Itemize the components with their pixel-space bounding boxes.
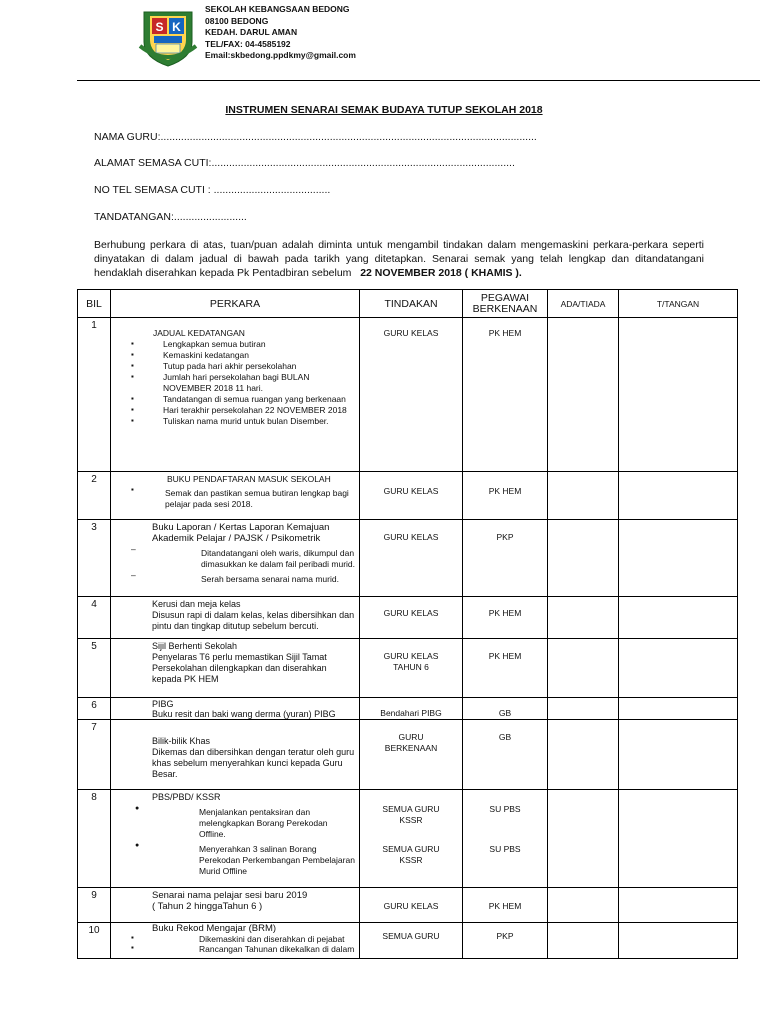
row-pegawai: PK HEM <box>463 639 548 698</box>
school-logo <box>138 6 198 68</box>
row-bil: 10 <box>78 923 111 959</box>
row-tindakan: Bendahari PIBG <box>360 698 463 720</box>
row-item-list <box>111 485 359 510</box>
list-item: ▪ Rancangan Tahunan dikekalkan di dalam <box>111 944 355 954</box>
list-item: ▪ Lengkapkan semua butiran <box>111 339 359 350</box>
header-ada-tiada: ADA/TIADA <box>548 290 619 318</box>
row-title: Senarai nama pelajar sesi baru 2019 <box>152 890 308 901</box>
row-title: PIBG <box>152 699 174 709</box>
row-pegawai: PK HEM <box>463 472 548 520</box>
row-pegawai <box>463 790 548 888</box>
row-signature-cell[interactable] <box>619 318 738 472</box>
header-pegawai-line2: BERKENAAN <box>472 302 538 315</box>
intro-paragraph <box>94 238 704 280</box>
row-signature-cell[interactable] <box>619 720 738 790</box>
row-tindakan-line1: SEMUA GURU <box>382 804 440 814</box>
table-row <box>78 597 738 639</box>
intro-text: Berhubung perkara di atas, tuan/puan adalah diminta untuk mengambil tindakan dalam mengemaskini perkara-perkara seperti dinyatakan di dalam jadual di bawah pada tarikh yang ditetapkan. Senarai semak yang telah lengkap dan ditandatangani hendaklah diserahkan kepada Pk Pentadbiran sebelum <box>94 239 704 279</box>
row-body: Buku resit dan baki wang derma (yuran) PIBG <box>152 709 336 719</box>
list-item: ▪ Semak dan pastikan semua butiran lengkap bagi pelajar pada sesi 2018. <box>111 485 359 510</box>
list-item: – Ditandatangani oleh waris, dikumpul dan dimasukkan ke dalam fail peribadi murid. <box>111 544 359 570</box>
letterhead <box>205 4 356 62</box>
row-title: PBS/PBD/ KSSR <box>152 792 221 802</box>
list-item: ▪ Jumlah hari persekolahan bagi BULAN NOVEMBER 2018 11 hari. <box>111 372 359 394</box>
school-email: Email:skbedong.ppdkmy@gmail.com <box>205 50 356 60</box>
row-tindakan-line2: TAHUN 6 <box>393 662 429 672</box>
row-tindakan-line2: KSSR <box>399 815 423 825</box>
row-bil: 2 <box>78 472 111 520</box>
row-pegawai: PKP <box>463 520 548 597</box>
row-pegawai: GB <box>463 698 548 720</box>
row-signature-cell[interactable] <box>619 597 738 639</box>
list-item: ▪ Tuliskan nama murid untuk bulan Disember. <box>111 416 359 427</box>
table-row <box>78 923 738 959</box>
row-title: Bilik-bilik Khas <box>152 736 211 746</box>
header-divider <box>77 80 760 81</box>
nama-guru-field[interactable]: NAMA GURU:................................................................................................................................. <box>94 131 537 143</box>
row-tindakan-line2: BERKENAAN <box>384 743 438 753</box>
school-telfax: TEL/FAX: 04-4585192 <box>205 38 291 49</box>
row-perkara <box>111 698 360 720</box>
row-body: ( Tahun 2 hinggaTahun 6 ) <box>152 901 263 912</box>
row-pegawai-line2: SU PBS <box>489 844 521 854</box>
row-item-list <box>111 803 355 877</box>
row-ada-tiada-cell[interactable] <box>548 888 619 923</box>
row-ada-tiada-cell[interactable] <box>548 923 619 959</box>
list-item: ▪ Kemaskini kedatangan <box>111 350 359 361</box>
list-item: ● Menjalankan pentaksiran dan melengkapkan Borang Perekodan Offline. <box>111 803 355 840</box>
row-item-list <box>111 544 359 585</box>
table-row <box>78 698 738 720</box>
alamat-field[interactable]: ALAMAT SEMASA CUTI:........................................................................................................ <box>94 157 515 169</box>
row-perkara <box>111 639 360 698</box>
row-bil: 8 <box>78 790 111 888</box>
school-state: KEDAH. DARUL AMAN <box>205 27 298 37</box>
row-tindakan <box>360 790 463 888</box>
document-title: INSTRUMEN SENARAI SEMAK BUDAYA TUTUP SEKOLAH 2018 <box>225 104 543 116</box>
table-row <box>78 318 738 472</box>
row-tindakan-line4: KSSR <box>399 855 423 865</box>
row-tindakan: GURU KELAS <box>360 318 463 472</box>
row-title: Kerusi dan meja kelas <box>152 599 241 609</box>
row-bil: 1 <box>78 318 111 472</box>
row-signature-cell[interactable] <box>619 520 738 597</box>
row-tindakan <box>360 639 463 698</box>
school-name: SEKOLAH KEBANGSAAN BEDONG <box>205 4 350 14</box>
row-bil: 6 <box>78 698 111 720</box>
svg-text:K: K <box>172 20 181 34</box>
row-tindakan: GURU KELAS <box>360 888 463 923</box>
row-perkara <box>111 790 360 888</box>
row-tindakan <box>360 720 463 790</box>
row-item-list <box>111 339 359 427</box>
header-pegawai-line1: PEGAWAI <box>480 291 530 304</box>
header-tindakan: TINDAKAN <box>360 290 463 318</box>
table-row <box>78 720 738 790</box>
tandatangan-field[interactable]: TANDATANGAN:......................... <box>94 211 247 223</box>
row-tindakan: GURU KELAS <box>360 472 463 520</box>
row-tindakan-line1: GURU KELAS <box>383 651 439 661</box>
row-ada-tiada-cell[interactable] <box>548 597 619 639</box>
row-perkara <box>111 520 360 597</box>
row-title: BUKU PENDAFTARAN MASUK SEKOLAH <box>167 474 331 484</box>
list-item: ▪ Tutup pada hari akhir persekolahan <box>111 361 359 372</box>
row-bil: 3 <box>78 520 111 597</box>
row-ada-tiada-cell[interactable] <box>548 720 619 790</box>
list-item: ▪ Dikemaskini dan diserahkan di pejabat <box>111 934 355 944</box>
row-bil: 7 <box>78 720 111 790</box>
row-pegawai: PKP <box>463 923 548 959</box>
row-tindakan: GURU KELAS <box>360 597 463 639</box>
list-item: ▪ Tandatangan di semua ruangan yang berkenaan <box>111 394 359 405</box>
row-ada-tiada-cell[interactable] <box>548 520 619 597</box>
row-body: Dikemas dan dibersihkan dengan teratur oleh guru khas sebelum menyerahkan kunci kepada Guru Besar. <box>152 747 355 779</box>
row-perkara <box>111 923 360 959</box>
checklist-table <box>77 289 738 959</box>
row-signature-cell[interactable] <box>619 923 738 959</box>
row-pegawai: PK HEM <box>463 888 548 923</box>
row-perkara <box>111 472 360 520</box>
table-row <box>78 520 738 597</box>
header-ttangan: T/TANGAN <box>619 290 738 318</box>
table-header-row <box>78 290 738 318</box>
row-bil: 4 <box>78 597 111 639</box>
table-row <box>78 790 738 888</box>
row-ada-tiada-cell[interactable] <box>548 639 619 698</box>
row-title: Buku Rekod Mengajar (BRM) <box>152 923 277 934</box>
row-ada-tiada-cell[interactable] <box>548 698 619 720</box>
row-signature-cell[interactable] <box>619 888 738 923</box>
no-tel-field[interactable]: NO TEL SEMASA CUTI : ........................................ <box>94 184 331 196</box>
svg-text:S: S <box>155 20 164 34</box>
row-bil: 9 <box>78 888 111 923</box>
table-row <box>78 888 738 923</box>
row-perkara <box>111 888 360 923</box>
row-signature-cell[interactable] <box>619 790 738 888</box>
row-signature-cell[interactable] <box>619 639 738 698</box>
row-ada-tiada-cell[interactable] <box>548 318 619 472</box>
row-pegawai: PK HEM <box>463 318 548 472</box>
table-row <box>78 639 738 698</box>
row-signature-cell[interactable] <box>619 698 738 720</box>
row-pegawai-line1: SU PBS <box>489 804 521 814</box>
row-perkara <box>111 720 360 790</box>
table-row <box>78 472 738 520</box>
row-tindakan-line1: GURU <box>398 732 424 742</box>
row-tindakan-line3: SEMUA GURU <box>382 844 440 854</box>
row-bil: 5 <box>78 639 111 698</box>
list-item: ● Menyerahkan 3 salinan Borang Perekodan Perkembangan Pembelajaran Murid Offline <box>111 840 355 877</box>
row-body: Penyelaras T6 perlu memastikan Sijil Tamat Persekolahan dilengkapkan dan diserahkan kepada PK HEM <box>152 652 327 684</box>
list-item: – Serah bersama senarai nama murid. <box>111 570 359 585</box>
row-item-list <box>111 934 355 954</box>
school-postcode: 08100 BEDONG <box>205 15 269 26</box>
row-perkara <box>111 318 360 472</box>
row-ada-tiada-cell[interactable] <box>548 472 619 520</box>
header-bil: BIL <box>78 290 111 318</box>
row-tindakan: GURU KELAS <box>360 520 463 597</box>
row-pegawai: PK HEM <box>463 597 548 639</box>
row-title: JADUAL KEDATANGAN <box>153 328 245 338</box>
row-signature-cell[interactable] <box>619 472 738 520</box>
row-title: Sijil Berhenti Sekolah <box>152 641 238 651</box>
header-pegawai <box>463 290 548 318</box>
row-perkara <box>111 597 360 639</box>
row-body: Disusun rapi di dalam kelas, kelas dibersihkan dan pintu dan tingkap ditutup sebelum bercuti. <box>152 610 355 631</box>
row-tindakan: SEMUA GURU <box>360 923 463 959</box>
intro-deadline: 22 NOVEMBER 2018 ( KHAMIS ). <box>360 267 522 279</box>
list-item: ▪ Hari terakhir persekolahan 22 NOVEMBER 2018 <box>111 405 359 416</box>
row-ada-tiada-cell[interactable] <box>548 790 619 888</box>
row-title: Buku Laporan / Kertas Laporan Kemajuan Akademik Pelajar / PAJSK / Psikometrik <box>152 522 330 544</box>
row-pegawai: GB <box>463 720 548 790</box>
header-perkara: PERKARA <box>111 290 360 318</box>
